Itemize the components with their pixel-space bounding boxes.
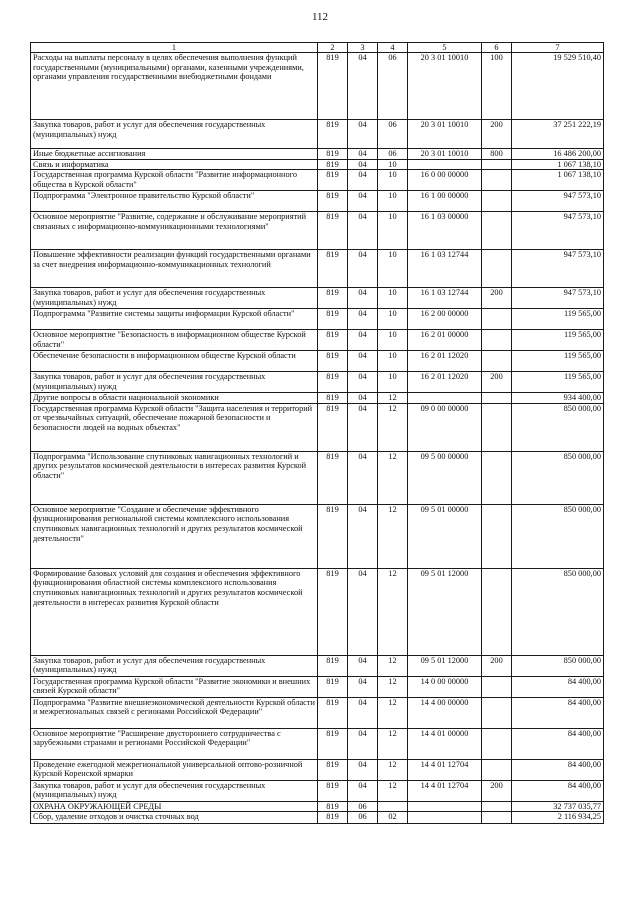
row-name-cell: Закупка товаров, работ и услуг для обеспечения государственных (муниципальных) нужд xyxy=(31,780,318,801)
subsection-code-cell: 06 xyxy=(378,53,408,120)
target-article-cell: 16 2 01 12020 xyxy=(408,351,482,372)
table-row xyxy=(31,149,604,160)
target-article-cell: 14 4 01 12704 xyxy=(408,759,482,780)
amount-cell: 850 000,00 xyxy=(512,655,604,676)
table-row xyxy=(31,120,604,149)
row-name-cell: Государственная программа Курской области "Развитие экономики и внешних связей Курской области" xyxy=(31,676,318,697)
grbs-code-cell: 819 xyxy=(318,728,348,759)
expense-type-cell: 200 xyxy=(482,780,512,801)
subsection-code-cell: 12 xyxy=(378,451,408,504)
section-code-cell: 04 xyxy=(348,504,378,568)
column-header: 2 xyxy=(318,43,348,53)
grbs-code-cell: 819 xyxy=(318,330,348,351)
row-name-cell: Закупка товаров, работ и услуг для обеспечения государственных (муниципальных) нужд xyxy=(31,655,318,676)
expense-type-cell: 200 xyxy=(482,288,512,309)
subsection-code-cell: 12 xyxy=(378,504,408,568)
expense-type-cell xyxy=(482,451,512,504)
target-article-cell xyxy=(408,812,482,824)
expense-type-cell: 200 xyxy=(482,655,512,676)
section-code-cell: 04 xyxy=(348,451,378,504)
expense-type-cell xyxy=(482,676,512,697)
column-header: 3 xyxy=(348,43,378,53)
grbs-code-cell: 819 xyxy=(318,170,348,191)
subsection-code-cell: 12 xyxy=(378,403,408,451)
amount-cell: 84 400,00 xyxy=(512,759,604,780)
amount-cell: 934 400,00 xyxy=(512,393,604,404)
amount-cell: 119 565,00 xyxy=(512,372,604,393)
subsection-code-cell: 10 xyxy=(378,191,408,212)
target-article-cell: 09 5 00 00000 xyxy=(408,451,482,504)
grbs-code-cell: 819 xyxy=(318,309,348,330)
amount-cell: 850 000,00 xyxy=(512,403,604,451)
table-row xyxy=(31,676,604,697)
target-article-cell: 16 1 00 00000 xyxy=(408,191,482,212)
section-code-cell: 04 xyxy=(348,149,378,160)
subsection-code-cell: 10 xyxy=(378,309,408,330)
table-row xyxy=(31,288,604,309)
grbs-code-cell: 819 xyxy=(318,288,348,309)
subsection-code-cell: 02 xyxy=(378,812,408,824)
table-row xyxy=(31,655,604,676)
amount-cell: 84 400,00 xyxy=(512,780,604,801)
amount-cell: 84 400,00 xyxy=(512,697,604,728)
expense-type-cell xyxy=(482,159,512,170)
target-article-cell xyxy=(408,801,482,812)
subsection-code-cell: 10 xyxy=(378,159,408,170)
subsection-code-cell: 10 xyxy=(378,351,408,372)
target-article-cell: 16 0 00 00000 xyxy=(408,170,482,191)
row-name-cell: Формирование базовых условий для создания и обеспечения эффективного функционирования областной системы комплексного использования спутниковых навигационных технологий и других результатов космической деятельности в интересах развития Курской области xyxy=(31,568,318,655)
target-article-cell: 14 0 00 00000 xyxy=(408,676,482,697)
row-name-cell: Государственная программа Курской области "Защита населения и территорий от чрезвычайных ситуаций, обеспечение пожарной безопасности и безопасности людей на водных объектах" xyxy=(31,403,318,451)
row-name-cell: Основное мероприятие "Создание и обеспечение эффективного функционирования региональной системы комплексного использования спутниковых навигационных технологий и других результатов космической деятельности" xyxy=(31,504,318,568)
section-code-cell: 04 xyxy=(348,330,378,351)
grbs-code-cell: 819 xyxy=(318,676,348,697)
amount-cell: 2 116 934,25 xyxy=(512,812,604,824)
expense-type-cell xyxy=(482,393,512,404)
amount-cell: 1 067 138,10 xyxy=(512,170,604,191)
target-article-cell: 09 5 01 00000 xyxy=(408,504,482,568)
subsection-code-cell: 12 xyxy=(378,728,408,759)
column-number-row xyxy=(31,43,604,53)
table-row xyxy=(31,697,604,728)
amount-cell: 850 000,00 xyxy=(512,568,604,655)
table-row xyxy=(31,159,604,170)
section-code-cell: 04 xyxy=(348,676,378,697)
target-article-cell: 16 2 01 12020 xyxy=(408,372,482,393)
grbs-code-cell: 819 xyxy=(318,655,348,676)
target-article-cell: 20 3 01 10010 xyxy=(408,53,482,120)
table-row xyxy=(31,330,604,351)
amount-cell: 32 737 035,77 xyxy=(512,801,604,812)
section-code-cell: 04 xyxy=(348,759,378,780)
table-row xyxy=(31,393,604,404)
expense-type-cell xyxy=(482,191,512,212)
target-article-cell: 09 5 01 12000 xyxy=(408,568,482,655)
table-row xyxy=(31,728,604,759)
target-article-cell xyxy=(408,393,482,404)
subsection-code-cell xyxy=(378,801,408,812)
target-article-cell: 14 4 01 12704 xyxy=(408,780,482,801)
section-code-cell: 04 xyxy=(348,655,378,676)
amount-cell: 19 529 510,40 xyxy=(512,53,604,120)
row-name-cell: Иные бюджетные ассигнования xyxy=(31,149,318,160)
grbs-code-cell: 819 xyxy=(318,451,348,504)
expense-type-cell xyxy=(482,330,512,351)
section-code-cell: 04 xyxy=(348,191,378,212)
expense-type-cell xyxy=(482,568,512,655)
row-name-cell: Обеспечение безопасности в информационном обществе Курской области xyxy=(31,351,318,372)
row-name-cell: Подпрограмма "Развитие внешнеэкономической деятельности Курской области и межрегиональных связей с регионами Российской Федерации" xyxy=(31,697,318,728)
section-code-cell: 04 xyxy=(348,351,378,372)
table-row xyxy=(31,801,604,812)
target-article-cell: 16 2 00 00000 xyxy=(408,309,482,330)
row-name-cell: Подпрограмма "Электронное правительство Курской области" xyxy=(31,191,318,212)
grbs-code-cell: 819 xyxy=(318,403,348,451)
subsection-code-cell: 12 xyxy=(378,697,408,728)
target-article-cell: 20 3 01 10010 xyxy=(408,149,482,160)
section-code-cell: 04 xyxy=(348,697,378,728)
expense-type-cell: 200 xyxy=(482,120,512,149)
grbs-code-cell: 819 xyxy=(318,697,348,728)
table-row xyxy=(31,191,604,212)
amount-cell: 37 251 222,19 xyxy=(512,120,604,149)
expense-type-cell xyxy=(482,504,512,568)
grbs-code-cell: 819 xyxy=(318,780,348,801)
amount-cell: 947 573,10 xyxy=(512,212,604,250)
subsection-code-cell: 10 xyxy=(378,372,408,393)
section-code-cell: 04 xyxy=(348,728,378,759)
subsection-code-cell: 10 xyxy=(378,170,408,191)
grbs-code-cell: 819 xyxy=(318,393,348,404)
section-code-cell: 04 xyxy=(348,170,378,191)
amount-cell: 119 565,00 xyxy=(512,330,604,351)
row-name-cell: Подпрограмма "Использование спутниковых навигационных технологий и других результатов космической деятельности в интересах развития Курской области" xyxy=(31,451,318,504)
amount-cell: 850 000,00 xyxy=(512,504,604,568)
section-code-cell: 04 xyxy=(348,780,378,801)
row-name-cell: Другие вопросы в области национальной экономики xyxy=(31,393,318,404)
row-name-cell: ОХРАНА ОКРУЖАЮЩЕЙ СРЕДЫ xyxy=(31,801,318,812)
row-name-cell: Сбор, удаление отходов и очистка сточных вод xyxy=(31,812,318,824)
row-name-cell: Проведение ежегодной межрегиональной универсальной оптово-розничной Курской Коренской ярмарки xyxy=(31,759,318,780)
subsection-code-cell: 12 xyxy=(378,676,408,697)
grbs-code-cell: 819 xyxy=(318,120,348,149)
section-code-cell: 06 xyxy=(348,801,378,812)
grbs-code-cell: 819 xyxy=(318,212,348,250)
table-row xyxy=(31,212,604,250)
grbs-code-cell: 819 xyxy=(318,351,348,372)
grbs-code-cell: 819 xyxy=(318,250,348,288)
grbs-code-cell: 819 xyxy=(318,504,348,568)
section-code-cell: 04 xyxy=(348,120,378,149)
section-code-cell: 04 xyxy=(348,309,378,330)
amount-cell: 947 573,10 xyxy=(512,288,604,309)
expense-type-cell xyxy=(482,250,512,288)
target-article-cell: 09 0 00 00000 xyxy=(408,403,482,451)
table-row xyxy=(31,309,604,330)
row-name-cell: Закупка товаров, работ и услуг для обеспечения государственных (муниципальных) нужд xyxy=(31,372,318,393)
column-header: 7 xyxy=(512,43,604,53)
expense-type-cell xyxy=(482,170,512,191)
target-article-cell: 14 4 01 00000 xyxy=(408,728,482,759)
column-header: 4 xyxy=(378,43,408,53)
expense-type-cell xyxy=(482,728,512,759)
column-header: 1 xyxy=(31,43,318,53)
table-row xyxy=(31,53,604,120)
amount-cell: 84 400,00 xyxy=(512,676,604,697)
amount-cell: 947 573,10 xyxy=(512,250,604,288)
subsection-code-cell: 12 xyxy=(378,393,408,404)
row-name-cell: Государственная программа Курской области "Развитие информационного общества в Курской области" xyxy=(31,170,318,191)
subsection-code-cell: 12 xyxy=(378,568,408,655)
section-code-cell: 04 xyxy=(348,393,378,404)
amount-cell: 947 573,10 xyxy=(512,191,604,212)
grbs-code-cell: 819 xyxy=(318,801,348,812)
table-row xyxy=(31,451,604,504)
target-article-cell: 14 4 00 00000 xyxy=(408,697,482,728)
expense-type-cell xyxy=(482,801,512,812)
section-code-cell: 04 xyxy=(348,250,378,288)
section-code-cell: 04 xyxy=(348,159,378,170)
amount-cell: 119 565,00 xyxy=(512,351,604,372)
expense-type-cell xyxy=(482,759,512,780)
expense-type-cell xyxy=(482,403,512,451)
expense-type-cell: 100 xyxy=(482,53,512,120)
row-name-cell: Основное мероприятие "Развитие, содержание и обслуживание мероприятий связанных с информационно-коммуникационными технологиями" xyxy=(31,212,318,250)
table-row xyxy=(31,780,604,801)
subsection-code-cell: 12 xyxy=(378,655,408,676)
section-code-cell: 04 xyxy=(348,372,378,393)
expense-type-cell xyxy=(482,212,512,250)
target-article-cell: 16 1 03 12744 xyxy=(408,288,482,309)
expense-type-cell xyxy=(482,351,512,372)
target-article-cell: 16 1 03 12744 xyxy=(408,250,482,288)
target-article-cell: 16 1 03 00000 xyxy=(408,212,482,250)
subsection-code-cell: 12 xyxy=(378,759,408,780)
expense-type-cell xyxy=(482,812,512,824)
table-header xyxy=(31,43,604,53)
table-row xyxy=(31,372,604,393)
section-code-cell: 04 xyxy=(348,53,378,120)
table-row xyxy=(31,403,604,451)
subsection-code-cell: 10 xyxy=(378,212,408,250)
row-name-cell: Основное мероприятие "Расширение двустороннего сотрудничества с зарубежными странами и регионами Российской Федерации" xyxy=(31,728,318,759)
subsection-code-cell: 10 xyxy=(378,288,408,309)
subsection-code-cell: 12 xyxy=(378,780,408,801)
grbs-code-cell: 819 xyxy=(318,191,348,212)
grbs-code-cell: 819 xyxy=(318,53,348,120)
section-code-cell: 04 xyxy=(348,288,378,309)
table-body xyxy=(31,53,604,824)
expense-type-cell xyxy=(482,697,512,728)
table-row xyxy=(31,812,604,824)
amount-cell: 850 000,00 xyxy=(512,451,604,504)
row-name-cell: Основное мероприятие "Безопасность в информационном обществе Курской области" xyxy=(31,330,318,351)
row-name-cell: Закупка товаров, работ и услуг для обеспечения государственных (муниципальных) нужд xyxy=(31,288,318,309)
subsection-code-cell: 10 xyxy=(378,330,408,351)
expense-type-cell: 200 xyxy=(482,372,512,393)
amount-cell: 119 565,00 xyxy=(512,309,604,330)
row-name-cell: Связь и информатика xyxy=(31,159,318,170)
grbs-code-cell: 819 xyxy=(318,159,348,170)
amount-cell: 84 400,00 xyxy=(512,728,604,759)
table-row xyxy=(31,568,604,655)
row-name-cell: Подпрограмма "Развитие системы защиты информации Курской области" xyxy=(31,309,318,330)
target-article-cell xyxy=(408,159,482,170)
table-row xyxy=(31,759,604,780)
column-header: 5 xyxy=(408,43,482,53)
target-article-cell: 20 3 01 10010 xyxy=(408,120,482,149)
row-name-cell: Расходы на выплаты персоналу в целях обеспечения выполнения функций государственными (муниципальными) органами, казенными учреждениями, органами управления государственными внебюджетными фондами xyxy=(31,53,318,120)
grbs-code-cell: 819 xyxy=(318,568,348,655)
amount-cell: 1 067 138,10 xyxy=(512,159,604,170)
row-name-cell: Закупка товаров, работ и услуг для обеспечения государственных (муниципальных) нужд xyxy=(31,120,318,149)
table-row xyxy=(31,170,604,191)
subsection-code-cell: 06 xyxy=(378,149,408,160)
column-header: 6 xyxy=(482,43,512,53)
section-code-cell: 04 xyxy=(348,403,378,451)
section-code-cell: 04 xyxy=(348,568,378,655)
table-row xyxy=(31,351,604,372)
amount-cell: 16 486 200,00 xyxy=(512,149,604,160)
grbs-code-cell: 819 xyxy=(318,759,348,780)
grbs-code-cell: 819 xyxy=(318,149,348,160)
table-row xyxy=(31,250,604,288)
table-row xyxy=(31,504,604,568)
section-code-cell: 04 xyxy=(348,212,378,250)
section-code-cell: 06 xyxy=(348,812,378,824)
target-article-cell: 09 5 01 12000 xyxy=(408,655,482,676)
target-article-cell: 16 2 01 00000 xyxy=(408,330,482,351)
grbs-code-cell: 819 xyxy=(318,372,348,393)
row-name-cell: Повышение эффективности реализации функций государственными органами за счет внедрения информационно-коммуникационных технологий xyxy=(31,250,318,288)
expense-type-cell xyxy=(482,309,512,330)
page-number: 112 xyxy=(311,11,329,23)
budget-table xyxy=(30,42,604,824)
expense-type-cell: 800 xyxy=(482,149,512,160)
subsection-code-cell: 06 xyxy=(378,120,408,149)
subsection-code-cell: 10 xyxy=(378,250,408,288)
grbs-code-cell: 819 xyxy=(318,812,348,824)
